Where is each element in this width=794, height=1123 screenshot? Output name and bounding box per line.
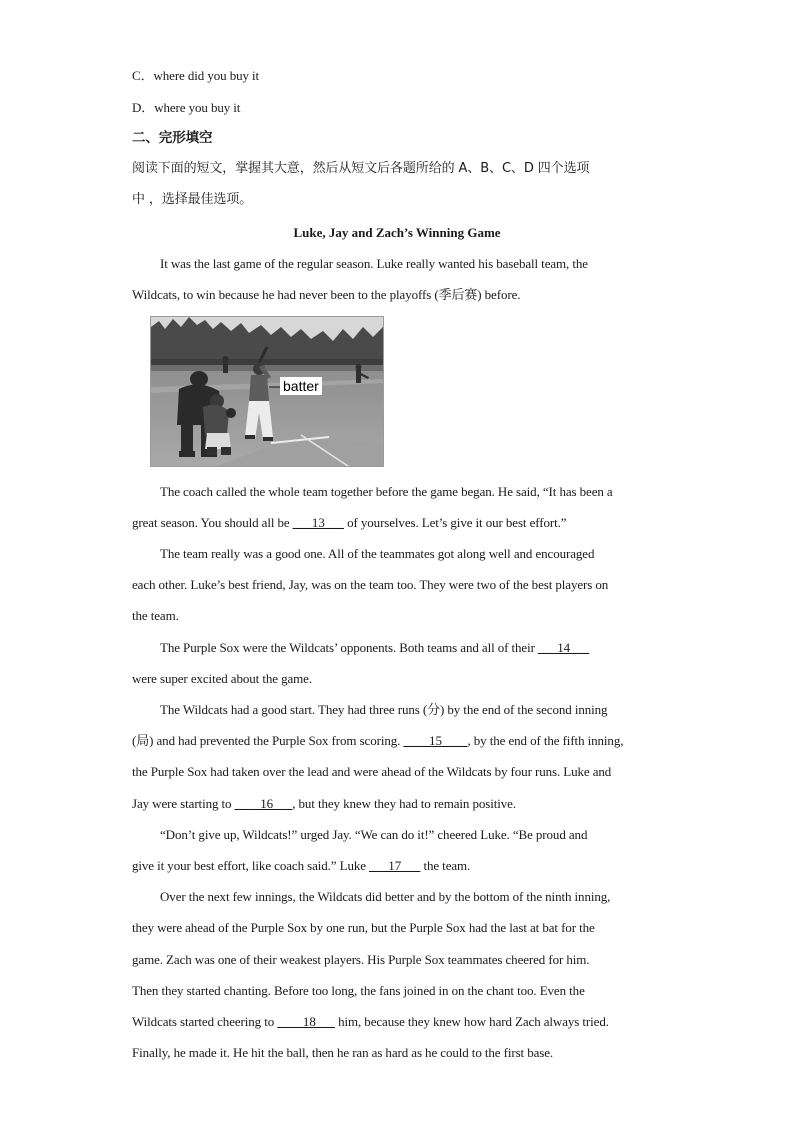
paragraph-5-line-3: the Purple Sox had taken over the lead and were ahead of the Wildcats by four runs. Luke and [132,764,612,779]
text-segment: (局) and had prevented the Purple Sox from scoring. [132,733,404,748]
blank-17[interactable]: ___17___ [369,858,421,873]
paragraph-1-line-2: Wildcats, to win because he had never been to the playoffs (季后赛) before. [132,287,521,302]
option-c[interactable]: C．where did you buy it [132,68,260,83]
paragraph-3-line-3: the team. [132,608,179,623]
option-d[interactable]: D．where you buy it [132,100,241,115]
baseball-photo [150,316,384,467]
paragraph-5-line-4 [132,796,516,812]
text-segment: , but they knew they had to remain positive. [292,796,516,811]
paragraph-4-line-1 [160,640,589,656]
text-segment: great season. You should all be [132,515,293,530]
paragraph-1-line-1: It was the last game of the regular season. Luke really wanted his baseball team, the [160,256,588,271]
text-segment: Jay were starting to [132,796,235,811]
instruction-line-2: 中 ，选择最佳选项。 [132,192,253,207]
passage-title: Luke, Jay and Zach’s Winning Game [293,225,501,240]
paragraph-2-line-2 [132,515,566,531]
paragraph-7-line-6: Finally, he made it. He hit the ball, then he ran as hard as he could to the first base. [132,1045,554,1060]
paragraph-5-line-1: The Wildcats had a good start. They had three runs (分) by the end of the second inning [160,702,608,717]
text-segment: The Purple Sox were the Wildcats’ opponents. Both teams and all of their [160,640,538,655]
text-segment: of yourselves. Let’s give it our best effort.” [343,515,567,530]
batter-label: batter [280,377,322,395]
paragraph-6-line-1: “Don’t give up, Wildcats!” urged Jay. “We can do it!” cheered Luke. “Be proud and [160,827,588,842]
paragraph-7-line-4: Then they started chanting. Before too long, the fans joined in on the chant too. Even the [132,983,585,998]
text-segment: Wildcats started cheering to [132,1014,278,1029]
paragraph-7-line-3: game. Zach was one of their weakest players. His Purple Sox teammates cheered for him. [132,952,590,967]
paragraph-7-line-2: they were ahead of the Purple Sox by one run, but the Purple Sox had the last at bat for the [132,920,595,935]
paragraph-2-line-1: The coach called the whole team together before the game began. He said, “It has been a [160,484,613,499]
text-segment: the team. [420,858,471,873]
paragraph-3-line-2: each other. Luke’s best friend, Jay, was on the team too. They were two of the best players on [132,577,609,592]
baseball-scene-image [151,317,384,467]
instruction-line-1: 阅读下面的短文，掌握其大意，然后从短文后各题所给的 A、B、C、D 四个选项 [132,161,590,176]
blank-13[interactable]: ___13___ [292,515,344,530]
paragraph-3-line-1: The team really was a good one. All of the teammates got along well and encouraged [160,546,595,561]
paragraph-7-line-1: Over the next few innings, the Wildcats did better and by the bottom of the ninth inning, [160,889,611,904]
paragraph-6-line-2 [132,858,470,874]
text-segment: give it your best effort, like coach said.” Luke [132,858,370,873]
blank-18[interactable]: ____18___ [277,1014,335,1029]
text-segment: , by the end of the fifth inning, [467,733,624,748]
paragraph-4-line-2: were super excited about the game. [132,671,312,686]
text-segment: him, because they knew how hard Zach always tried. [334,1014,609,1029]
blank-15[interactable]: ____15____ [403,733,468,748]
section-heading: 二、完形填空 [132,130,213,146]
paragraph-7-line-5 [132,1014,609,1030]
blank-14[interactable]: ___14___ [538,640,590,655]
blank-16[interactable]: ____16___ [234,796,293,811]
paragraph-5-line-2 [132,733,623,749]
